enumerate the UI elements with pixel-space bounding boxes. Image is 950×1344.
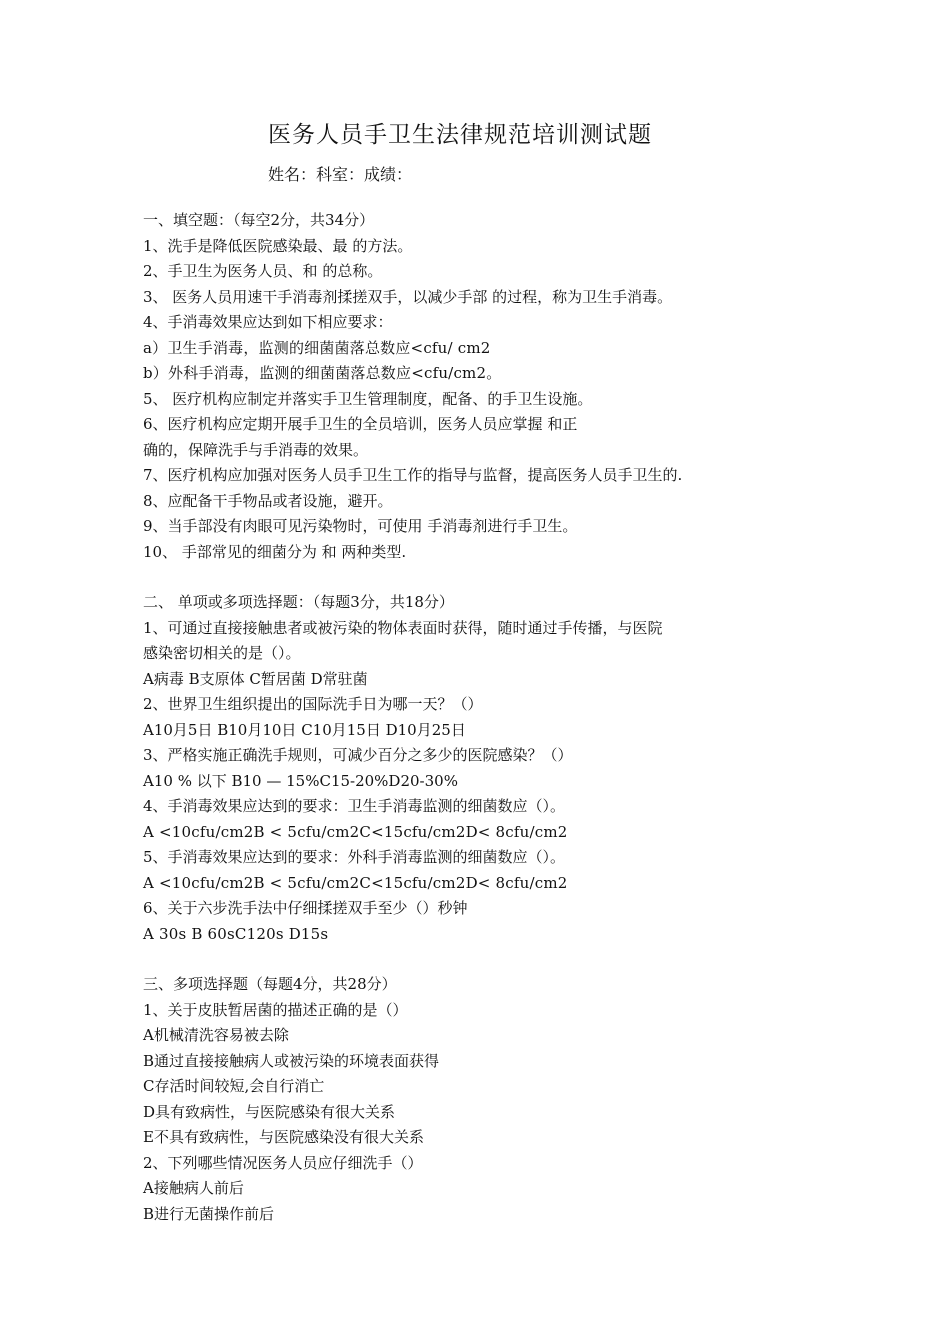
question-line: 2、世界卫生组织提出的国际洗手日为哪一天？（） <box>143 695 483 713</box>
option-line: C存活时间较短,会自行消亡 <box>143 1077 325 1095</box>
document-title: 医务人员手卫生法律规范培训测试题 <box>268 122 652 148</box>
option-line: A <10cfu/cm2B < 5cfu/cm2C<15cfu/cm2D< 8cfu/cm2 <box>143 822 568 841</box>
question-line: 2、下列哪些情况医务人员应仔细洗手（） <box>143 1153 423 1172</box>
option-line: A病毒 B支原体 C暂居菌 D常驻菌 <box>143 669 368 688</box>
option-line: B通过直接接触病人或被污染的环境表面获得 <box>143 1051 440 1070</box>
question-line: 9、当手部没有肉眼可见污染物时，可使用 手消毒剂进行手卫生。 <box>143 517 578 535</box>
option-line: B进行无菌操作前后 <box>143 1204 275 1223</box>
question-line: 10、 手部常见的细菌分为 和 两种类型. <box>143 542 407 561</box>
question-line: 5、手消毒效果应达到的要求：外科手消毒监测的细菌数应（）。 <box>143 848 566 866</box>
question-line: 5、 医疗机构应制定并落实手卫生管理制度，配备、的手卫生设施。 <box>143 389 593 408</box>
question-line: 确的，保障洗手与手消毒的效果。 <box>143 440 369 459</box>
question-line: 8、应配备干手物品或者设施，避开。 <box>143 491 393 510</box>
question-line: 4、手消毒效果应达到的要求：卫生手消毒监测的细菌数应（）。 <box>143 797 566 815</box>
question-line: 6、关于六步洗手法中仔细揉搓双手至少（）秒钟 <box>143 899 468 917</box>
question-line: a）卫生手消毒，监测的细菌菌落总数应<cfu/ cm2 <box>143 338 491 357</box>
option-line: E不具有致病性，与医院感染没有很大关系 <box>143 1128 424 1146</box>
section-heading: 一、填空题：（每空2分，共34分） <box>143 211 375 229</box>
question-line: 7、医疗机构应加强对医务人员手卫生工作的指导与监督，提高医务人员手卫生的. <box>143 466 683 484</box>
document-body <box>143 208 933 1227</box>
question-line: 1、关于皮肤暂居菌的描述正确的是（） <box>143 1000 408 1019</box>
option-line: A10 % 以下 B10 — 15%C15-20%D20-30% <box>143 771 458 790</box>
question-line: b）外科手消毒，监测的细菌菌落总数应<cfu/cm2。 <box>143 364 502 382</box>
document-subtitle: 姓名：科室：成绩： <box>268 165 413 184</box>
question-line: 2、手卫生为医务人员、和 的总称。 <box>143 262 383 280</box>
section-heading: 二、 单项或多项选择题：（每题3分，共18分） <box>143 593 454 611</box>
question-line: 6、医疗机构应定期开展手卫生的全员培训，医务人员应掌握 和正 <box>143 415 578 433</box>
option-line: A10月5日 B10月10日 C10月15日 D10月25日 <box>143 720 466 739</box>
question-line: 1、洗手是降低医院感染最、最 的方法。 <box>143 236 413 255</box>
option-line: A <10cfu/cm2B < 5cfu/cm2C<15cfu/cm2D< 8cfu/cm2 <box>143 873 568 892</box>
option-line: A机械清洗容易被去除 <box>143 1026 289 1044</box>
question-line: 3、 医务人员用速干手消毒剂揉搓双手，以减少手部 的过程，称为卫生手消毒。 <box>143 287 673 306</box>
question-line: 3、严格实施正确洗手规则，可减少百分之多少的医院感染？（） <box>143 746 573 764</box>
option-line: A接触病人前后 <box>143 1179 244 1197</box>
option-line: D具有致病性，与医院感染有很大关系 <box>143 1102 396 1121</box>
option-line: A 30s B 60sC120s D15s <box>143 924 329 943</box>
question-line: 1、可通过直接接触患者或被污染的物体表面时获得，随时通过手传播，与医院 <box>143 618 663 637</box>
section-spacer <box>143 565 933 590</box>
question-line: 4、手消毒效果应达到如下相应要求： <box>143 313 393 331</box>
section-spacer <box>143 947 933 972</box>
question-line: 感染密切相关的是（）。 <box>143 644 301 662</box>
section-heading: 三、多项选择题（每题4分，共28分） <box>143 975 397 993</box>
